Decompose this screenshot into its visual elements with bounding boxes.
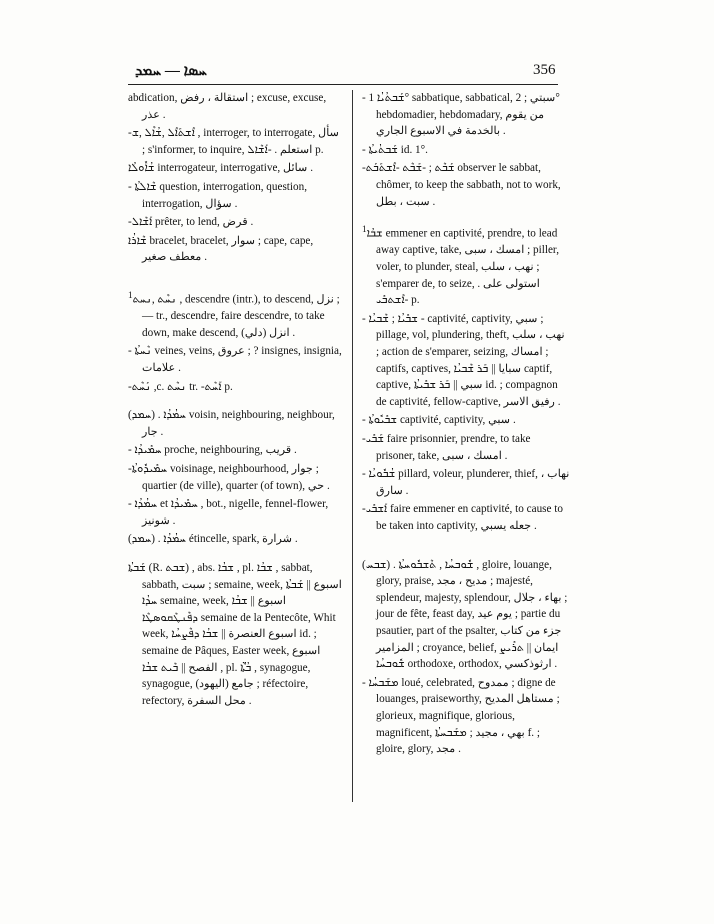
dictionary-entry <box>128 233 343 266</box>
entry-text: - ܫܒܺܝܽܘܬܳܐ captivité, captivity, سبي . <box>362 414 516 427</box>
dictionary-entry <box>362 466 570 499</box>
entry-text: ܫܳܐܽܘܠܳܐ interrogateur, interrogative, سائل . <box>128 162 313 175</box>
entry-text: -ܚܡܺܝܕܽܘܬܳܐ voisinage, neighbourhood, جوار ; quartier (de ville), quarter (of town), حي . <box>128 463 330 492</box>
dictionary-entry <box>128 531 343 548</box>
entry-text: - ܢܶܚܬܳܐ veines, veins, عروق ; ? insignes, insignia, علامات . <box>128 345 342 375</box>
dictionary-entry <box>362 311 570 411</box>
header-rule <box>128 84 558 85</box>
entry-superscript: 1 <box>128 290 133 301</box>
dictionary-entry <box>128 90 343 123</box>
dictionary-entry <box>362 222 570 309</box>
entry-text: -ܫܰܒܺܝ faire prisonnier, prendre, to take prisoner, take, امسك ، سبى . <box>362 433 531 462</box>
entry-text: ܫܰܒܬܳܐ (R. ܫܒܬ) , abs. ܫܒܳܐ , pl. ܫܒܳܐ , sabbat, sabbath, سبت ; semaine, week, اسبوع || ܫܰܒܬܳܐ ܚܕܳܐ semaine, week, اسبوع || ܫܒܳܐ ܕܦܶܢܛܶܩܘܣܛܶܐ semaine de la Pentecôte, Whit week, اسبوع العنصرة || ܫܒܳܐ ܕܦܶܨܚܳܐ id. ; semaine de Pâques, Easter week, اسبوع الفصح || ܒܶܝܬ ܫܒܳܐ , pl. ܒܳܬ̈ܶܐ , synagogue, synagogue, (اليهود) جامع ; réfectoire, refectory, محل السفرة . <box>128 561 342 707</box>
dictionary-entry <box>128 407 343 440</box>
entry-text: (ܚܡܕ) . ܚܡܳܕܳܐ voisin, neighbouring, neighbour, جار . <box>128 409 335 438</box>
entry-text: - ܚܡܳܕܳܐ et ܚܡܺܝܕܳܐ , bot., nigelle, fennel-flower, شونيز . <box>128 498 329 527</box>
dictionary-entry <box>362 142 570 159</box>
entry-text: -ܐܰܫܶܐܠ prêter, to lend, قرض . <box>128 216 254 229</box>
entry-superscript: 1 <box>362 225 367 236</box>
entry-text: -ܢܰܚܶܬ ,c. ܢܚܶܬ tr. -ܐܰܚܶܬ p. <box>128 380 233 393</box>
entry-text: -ܐܰܫܒܺܝ faire emmener en captivité, to cause to be taken into captivity, جعله يسبي . <box>362 503 563 532</box>
entry-text: - ܫܳܒܽܘܝܳܐ pillard, voleur, plunderer, thief, نهاب ، سارق . <box>362 468 570 497</box>
page-number: 356 <box>533 62 556 78</box>
left-column <box>128 90 343 711</box>
entry-text: abdication, استقالة ، رفض ; excuse, excuse, عذر . <box>128 92 327 121</box>
entry-text: (ܫܒܚ) . ܫܽܘܒܚܳܐ , ܬܶܫܒܽܘܚܬܳܐ , gloire, louange, glory, praise, مديح ، مجد ; majesté, splendeur, majesty, splendour, بهاء ، جلال ; jour de fête, feast day, يوم عيد ; partie du psautier, part of the psalter, جزء من كتاب المزامير ; croyance, belief, ايمان || ܬܪܺܝܨ ܫܽܘܒܚܳܐ orthodoxe, orthodox, ارثوذكسي . <box>362 558 568 671</box>
entry-text: - ܚܡܺܝܕܳܐ proche, neighbouring, قريب . <box>128 444 297 457</box>
dictionary-entry <box>362 431 570 464</box>
dictionary-entry <box>128 560 343 709</box>
entry-text: - ܫܰܒܬܳܝܳܐ 1° sabbatique, sabbatical, سبتي ; 2° hebdomadier, hebdomadary, من يقوم بالخدمة في الاسبوع الجاري . <box>362 92 560 138</box>
dictionary-entry <box>362 160 570 210</box>
entry-text: -ܫܰܒܶܬ ; -ܫܰܒܶܬ -ܐܶܫܬܰܒܰܬ observer le sabbat, chômer, to keep the sabbath, not to work, سبت ، بطل . <box>362 162 561 208</box>
dictionary-entry <box>128 442 343 459</box>
dictionary-entry <box>128 160 343 177</box>
dictionary-entry <box>128 179 343 212</box>
dictionary-entry <box>128 214 343 231</box>
dictionary-entry <box>362 675 570 758</box>
dictionary-entry <box>128 461 343 494</box>
dictionary-entry <box>362 501 570 534</box>
dictionary-entry <box>362 412 570 429</box>
dictionary-entry <box>128 288 343 342</box>
dictionary-entry <box>128 125 343 158</box>
entry-text: - ܫܰܒܬܳܝܬܳܐ id. 1°. <box>362 143 428 156</box>
dictionary-entry <box>128 496 343 529</box>
dictionary-entry <box>128 379 343 396</box>
right-column <box>362 90 570 760</box>
entry-text: - ܡܫܰܒܚܳܐ loué, celebrated, ممدوح ; digne de louanges, praiseworthy, مستاهل المديح ; glorieux, magnifique, glorious, magnificent, بهي ، مجيد ; ܡܫܰܒܚܬܳܐ f. ; gloire, glory, مجد . <box>362 676 560 756</box>
running-head: ܚܣܐ — ܚܡܕ <box>135 63 207 79</box>
entry-text: ܫܒܳܐ emmener en captivité, prendre, to lead away captive, take, امسك ، سبى ; piller, voler, to plunder, steal, نهب ، سلب ; s'emparer de, to seize, استولى على . -ܐܶܫܬܒܺܝ p. <box>366 227 559 307</box>
dictionary-entry <box>128 343 343 376</box>
column-divider <box>352 90 353 802</box>
dictionary-entry <box>362 557 570 673</box>
entry-text: -ܐܶܫܬܰܐܶܠ ,ܫܳܐܶܠ ,ܫ , interroger, to interrogate, سأل ; s'informer, to inquire, استعلم . -ܐܰܫܶܐܠ p. <box>128 127 339 156</box>
entry-text: ܫܶܐܪܳܐ bracelet, bracelet, سوار ; cape, cape, معطف صغير . <box>128 234 314 264</box>
dictionary-entry <box>362 90 570 140</box>
entry-text: ܢܚܶܬ ,ܢܚܬ , descendre (intr.), to descend, نزل ; — tr., descendre, faire descendre, to take down, make descend, (دلي) انزل . <box>132 293 340 339</box>
entry-text: (ܚܡܕ) . ܚܡܳܕܳܐ étincelle, spark, شرارة . <box>128 533 298 546</box>
entry-text: - ܫܒܺܝܳܐ ; ܫܶܒܝܳܐ - captivité, captivity, سبي ; pillage, vol, plundering, theft, نهب ، سلب ; action de s'emparer, seizing, امساك ; captifs, captives, سبايا || ܒܰܪ ܫܶܒܝܳܐ captif, captive, سبي || ܒܰܪ ܫܒܺܝܬܳܐ id. ; compagnon de captivité, fellow-captive, رفيق الاسر . <box>362 312 565 408</box>
entry-text: - ܫܶܐܠܬܳܐ question, interrogation, question, interrogation, سؤال . <box>128 180 307 210</box>
